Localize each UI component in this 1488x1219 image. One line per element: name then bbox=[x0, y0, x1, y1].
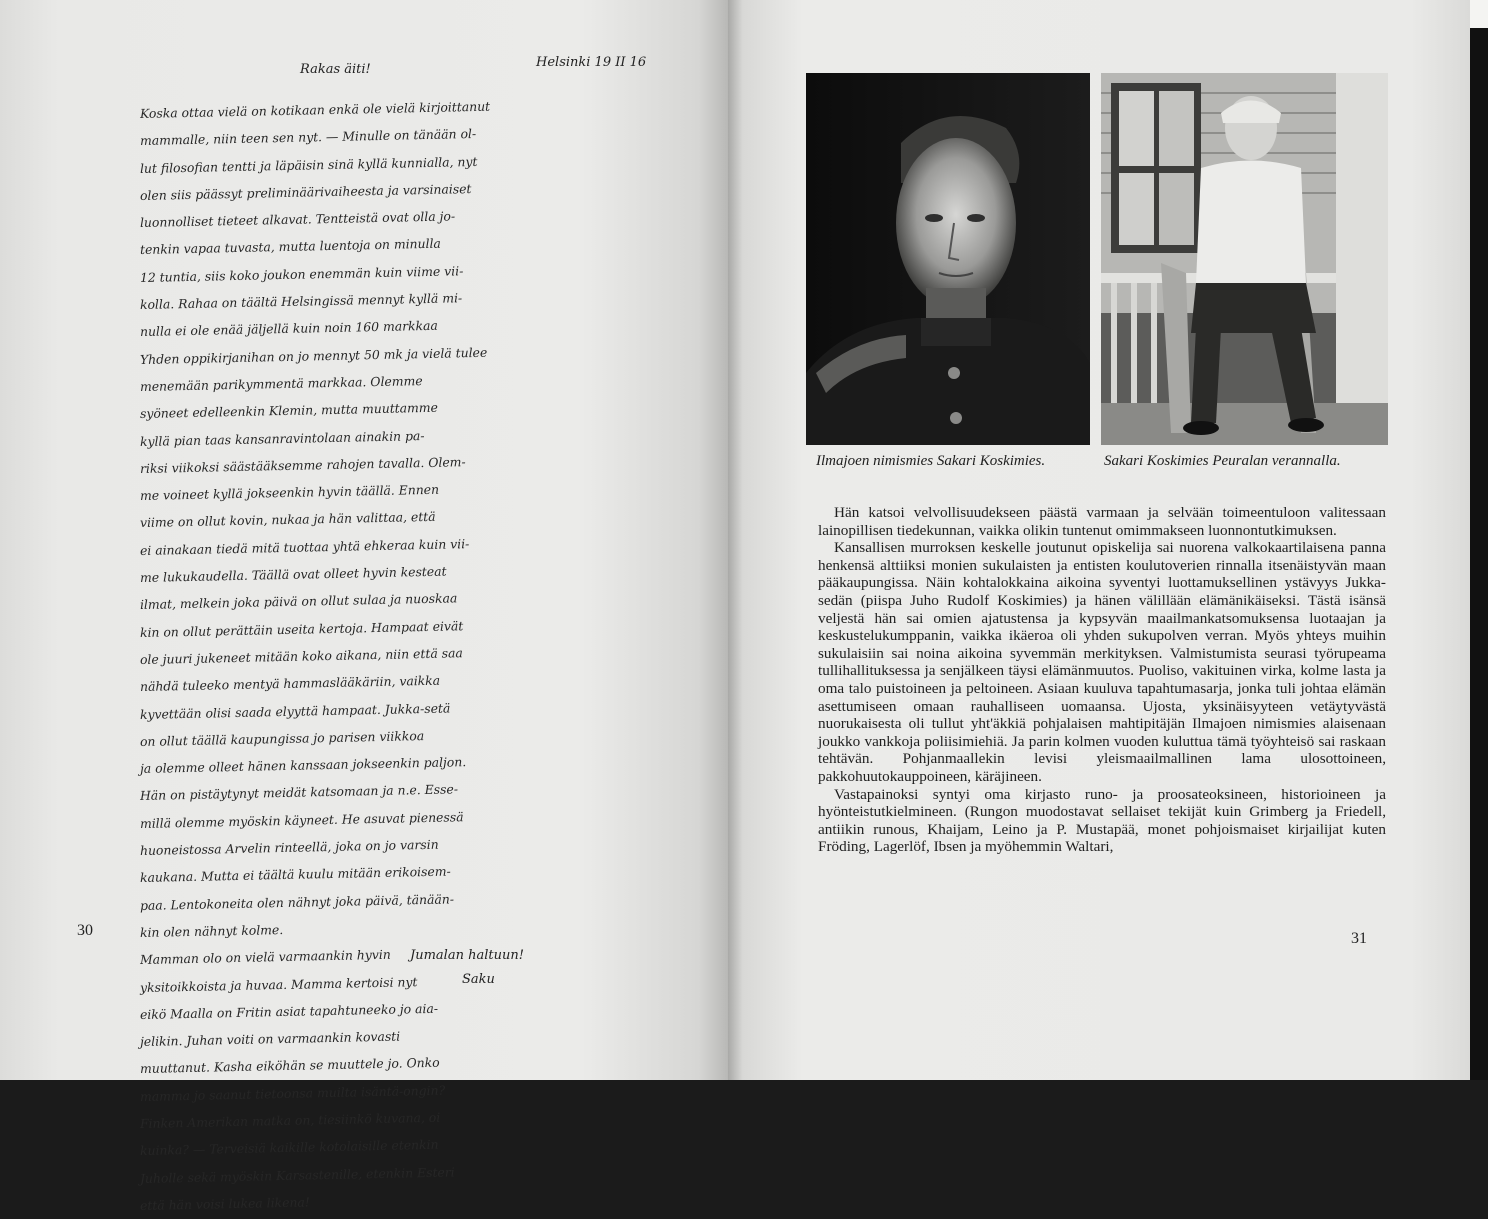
letter-line: me voineet kyllä jokseenkin hyvin täällä. Ennen bbox=[139, 481, 440, 504]
paragraph-1: Hän katsoi velvollisuudekseen päästä varmaan ja selvään toimeentuloon valitessaan lainopillisen tiedekunnan, vaikka olikin tuntenut omimmakseen luonnontutkimuksen. bbox=[818, 504, 1386, 539]
letter-line: nulla ei ole enää jäljellä kuin noin 160 markkaa bbox=[139, 318, 439, 340]
letter-line: ja olemme olleet hänen kanssaan jokseenkin paljon. bbox=[139, 754, 467, 777]
letter-line: viime on ollut kovin, nukaa ja hän valittaa, että bbox=[139, 509, 436, 531]
letter-line: muuttanut. Kasha eiköhän se muuttele jo. Onko bbox=[139, 1055, 440, 1077]
scan-edge bbox=[1470, 0, 1488, 1080]
letter-line: kuinka? — Terveisiä kaikille kotolaisille etenkin bbox=[139, 1137, 439, 1159]
letter-line: menemään parikymmentä markkaa. Olemme bbox=[139, 373, 423, 394]
letter-line: Yhden oppikirjanihan on jo mennyt 50 mk ja vielä tulee bbox=[139, 344, 488, 367]
portrait-photo bbox=[806, 73, 1090, 445]
letter-line: eikö Maalla on Fritin asiat tapahtuneeko jo aia- bbox=[139, 1000, 439, 1022]
caption-veranda: Sakari Koskimies Peuralan verannalla. bbox=[1104, 453, 1341, 469]
letter-signature: Saku bbox=[462, 972, 495, 987]
letter-line: Hän on pistäytynyt meidät katsomaan ja n.e. Esse- bbox=[139, 781, 459, 804]
letter-line: kin olen nähnyt kolme. bbox=[139, 921, 284, 940]
letter-line: huoneistossa Arvelin rinteellä, joka on jo varsin bbox=[139, 836, 439, 859]
letter-closing: Jumalan haltuun! bbox=[410, 948, 524, 963]
letter-line: paa. Lentokoneita olen nähnyt joka päivä, tänään- bbox=[139, 891, 455, 913]
letter-line: kyllä pian taas kansanravintolaan ainakin pa- bbox=[139, 427, 425, 449]
letter-line: ole juuri jukeneet mitään koko aikana, niin että saa bbox=[139, 645, 463, 667]
left-page bbox=[0, 0, 728, 1213]
letter-line: mammalle, niin teen sen nyt. — Minulle on tänään ol- bbox=[139, 126, 477, 149]
letter-line: luonnolliset tieteet alkavat. Tentteistä ovat olla jo- bbox=[139, 208, 456, 231]
letter-line: Mamman olo on vielä varmaankin hyvin bbox=[139, 946, 391, 968]
letter-line: kaukana. Mutta ei täältä kuulu mitään erikoisem- bbox=[139, 863, 451, 886]
letter-line: millä olemme myöskin käyneet. He asuvat pienessä bbox=[139, 808, 464, 831]
caption-portrait: Ilmajoen nimismies Sakari Koskimies. bbox=[816, 453, 1046, 469]
letter-line: tenkin vapaa tuvasta, mutta luentoja on minulla bbox=[139, 236, 441, 258]
right-page bbox=[728, 0, 1470, 1080]
letter-line: kyvettään olisi saada elyyttä hampaat. Jukka-setä bbox=[139, 700, 451, 722]
letter-line: yksitoikkoista ja huvaa. Mamma kertoisi nyt bbox=[139, 973, 418, 995]
paragraph-2: Kansallisen murroksen keskelle joutunut opiskelija sai nuorena valkokaartilaisena panna henkensä alttiiksi monien sukulaisten ja entisten koulutoverien rinnalla itsenäistyvän maan pääkaupungissa. Näin kohtalokkaina aikoina syventyi luottamuksellinen ystävyys Jukka-sedän (piispa Juho Rudolf Koskimies) ja hänen välillään elämänikäiseksi. Tästä isänsä veljestä hän sai omien ajatustensa ja kypsyvän maailmankatsomuksensa luotaajan ja keskustelukumppanin, vaikka ikäeroa oli yhden sukupolven verran. Myös yhteys muihin sukulaisiin sai noina aikoina syvemmän merkityksen. Valmistumista seurasi työrupeama tullihallituksessa ja senjälkeen täysi elämänmuutos. Puoliso, vakituinen virka, kolme lasta ja oma talo puistoineen ja peltoineen. Asiaan kuuluva tapahtumasarja, jonka tuli johtaa elämän asettumiseen omaan rauhalliseen uomaansa. Ujosta, yksinäisyyteen vetäytyvästä nuorukaisesta oli tullut yht'äkkiä pohjalaisen mahtipitäjän Ilmajoen nimismies alaisenaan joukko vankkoja poliisimiehiä. Ja parin kolmen vuoden kuluttua tämä työyhteisö sai raskaan tehtävän. Pohjanmaallekin levisi yleismaailmallinen lama ulosottoineen, pakkohuutokauppoineen, käräjineen. bbox=[818, 539, 1386, 785]
letter-line: että hän voisi lukea likena! bbox=[139, 1194, 310, 1213]
letter-line: ilmat, melkein joka päivä on ollut sulaa ja nuoskaa bbox=[139, 590, 458, 613]
scan-corner bbox=[1470, 0, 1488, 28]
handwritten-letter bbox=[140, 100, 600, 1219]
letter-line: olen siis päässyt preliminäärivaiheesta ja varsinaiset bbox=[139, 180, 472, 203]
paragraph-3: Vastapainoksi syntyi oma kirjasto runo- ja proosateoksineen, historioineen ja hyönteistutkielmineen. (Rungon muodostavat sellaiset tekijät kuin Grimberg ja Friedell, antiikin runous, Khaijam, Leino ja P. Mustapää, monet pohjoismaiset kirjailijat kuten Fröding, Lagerlöf, Ibsen ja myöhemmin Waltari, bbox=[818, 785, 1386, 856]
veranda-photo bbox=[1101, 73, 1388, 445]
letter-line: ei ainakaan tiedä mitä tuottaa yhtä ehkeraa kuin vii- bbox=[139, 535, 470, 558]
letter-line: riksi viikoksi säästääksemme rahojen tavalla. Olem- bbox=[139, 454, 466, 476]
letter-line: Finken Amerikan matka on, tiesiinkö kuvana, oi bbox=[139, 1109, 441, 1131]
letter-line: nähdä tuleeko mentyä hammaslääkäriin, vaikka bbox=[139, 672, 441, 695]
letter-line: mamma jo saanut tietoonsa muilta isäntä-ongin? bbox=[139, 1082, 446, 1104]
letter-line: lut filosofian tentti ja läpäisin sinä kyllä kunnialla, nyt bbox=[139, 153, 478, 176]
letter-line: on ollut täällä kaupungissa jo parisen viikkoa bbox=[139, 727, 425, 749]
letter-line: 12 tuntia, siis koko joukon enemmän kuin viime vii- bbox=[139, 263, 464, 285]
page-number-right: 31 bbox=[1351, 930, 1367, 947]
letter-line: syöneet edelleenkin Klemin, mutta muuttamme bbox=[139, 400, 439, 422]
letter-line: kin on ollut perättäin useita kertoja. Hampaat eivät bbox=[139, 617, 464, 640]
body-text bbox=[818, 504, 1386, 856]
letter-line: Juholle sekä myöskin Karsastenille, etenkin Esteri bbox=[139, 1163, 455, 1186]
letter-line: jelikin. Juhan voiti on varmaankin kovasti bbox=[139, 1028, 401, 1050]
page-number-left: 30 bbox=[77, 922, 93, 939]
letter-salutation: Rakas äiti! bbox=[300, 62, 371, 77]
letter-line: kolla. Rahaa on täältä Helsingissä mennyt kyllä mi- bbox=[139, 290, 463, 313]
letter-line: me lukukaudella. Täällä ovat olleet hyvin kesteat bbox=[139, 563, 447, 586]
letter-line: Koska ottaa vielä on kotikaan enkä ole vielä kirjoittanut bbox=[139, 98, 491, 121]
letter-date: Helsinki 19 II 16 bbox=[536, 55, 647, 70]
